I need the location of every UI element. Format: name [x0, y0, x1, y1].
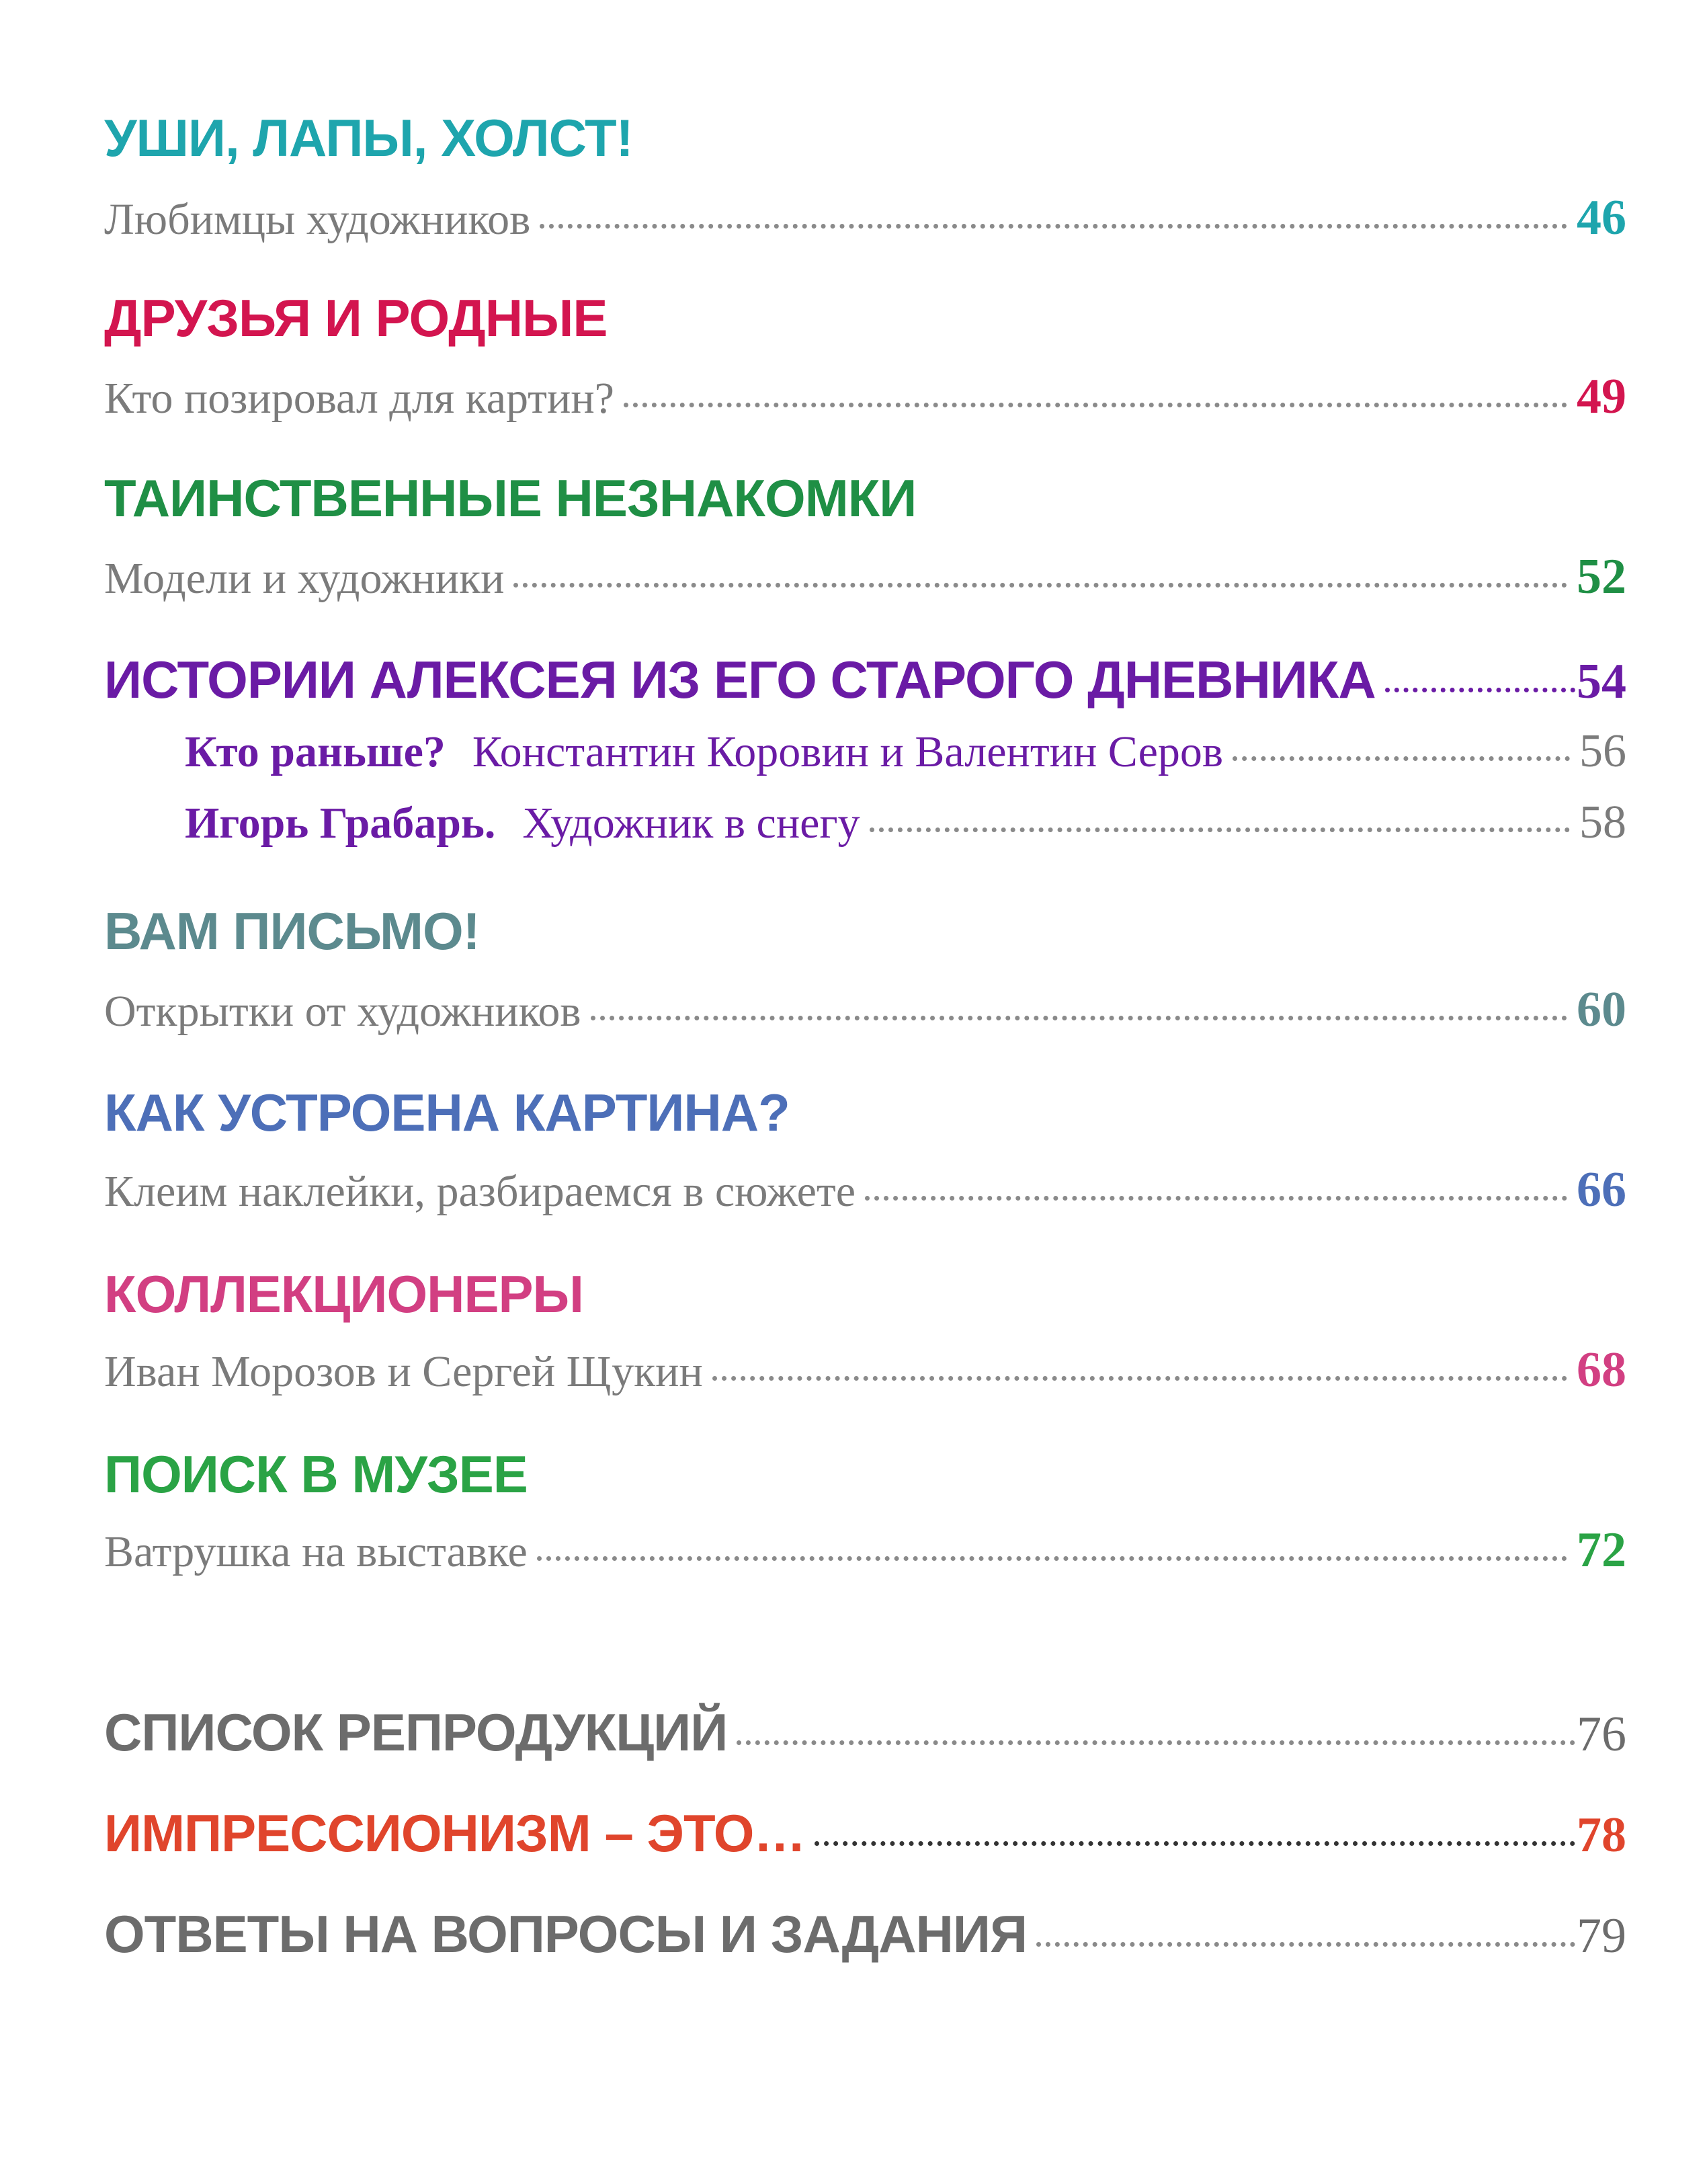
- dot-leader: [540, 224, 1567, 229]
- toc-entry-museum-search[interactable]: [104, 1522, 1626, 1579]
- dot-leader: [737, 1740, 1575, 1745]
- page-number: 60: [1577, 982, 1626, 1037]
- subentry-text: Художник в снегу: [522, 799, 860, 848]
- section-title-collectors: КОЛЛЕКЦИОНЕРЫ: [104, 1264, 583, 1324]
- toc-entry-alexey-stories[interactable]: [104, 649, 1626, 711]
- appendix-title-impressionism: ИМПРЕССИОНИЗМ – ЭТО…: [104, 1804, 806, 1863]
- dot-leader: [591, 1016, 1568, 1020]
- page-number: 79: [1577, 1908, 1626, 1964]
- section-subtitle: Модели и художники: [104, 554, 505, 603]
- toc-entry-pets[interactable]: [104, 190, 1626, 247]
- appendix-title-reproductions: СПИСОК РЕПРОДУКЦИЙ: [104, 1703, 728, 1762]
- dot-leader: [624, 403, 1567, 407]
- toc-subentry-korovin-serov[interactable]: [185, 725, 1626, 778]
- toc-entry-impressionism[interactable]: [104, 1803, 1626, 1864]
- dot-leader: [815, 1841, 1575, 1846]
- page-number: 56: [1579, 725, 1626, 777]
- dot-leader: [712, 1376, 1567, 1381]
- dot-leader: [1385, 688, 1575, 692]
- section-subtitle: Открытки от художников: [104, 987, 581, 1036]
- page-number: 66: [1577, 1162, 1626, 1217]
- section-title-pets: УШИ, ЛАПЫ, ХОЛСТ!: [104, 108, 633, 167]
- toc-entry-painting[interactable]: [104, 1162, 1626, 1219]
- section-title-letters: ВАМ ПИСЬМО!: [104, 901, 480, 961]
- toc-entry-reproductions[interactable]: [104, 1702, 1626, 1763]
- dot-leader: [513, 583, 1567, 588]
- section-subtitle: Ватрушка на выставке: [104, 1527, 528, 1576]
- dot-leader: [1036, 1942, 1575, 1947]
- page-number: 58: [1579, 797, 1626, 848]
- page-number: 78: [1577, 1808, 1626, 1863]
- page-number: 68: [1577, 1342, 1626, 1398]
- toc-entry-collectors[interactable]: [104, 1342, 1626, 1399]
- toc-entry-answers[interactable]: [104, 1904, 1626, 1965]
- section-title-painting: КАК УСТРОЕНА КАРТИНА?: [104, 1083, 790, 1142]
- dot-leader: [1233, 756, 1570, 761]
- toc-entry-friends[interactable]: [104, 368, 1626, 426]
- dot-leader: [865, 1196, 1567, 1201]
- section-subtitle: Кто позировал для картин?: [104, 374, 614, 423]
- page-number: 76: [1577, 1707, 1626, 1762]
- subentry-heading: Кто раньше?: [185, 727, 446, 776]
- toc-subentry-grabar[interactable]: [185, 796, 1626, 850]
- toc-entry-letters[interactable]: [104, 981, 1626, 1039]
- page-number: 72: [1577, 1523, 1626, 1578]
- dot-leader: [870, 827, 1570, 832]
- toc-entry-strangers[interactable]: [104, 549, 1626, 606]
- dot-leader: [537, 1556, 1567, 1561]
- section-title-alexey-stories: ИСТОРИИ АЛЕКСЕЯ ИЗ ЕГО СТАРОГО ДНЕВНИКА: [104, 650, 1376, 709]
- page-number: 54: [1577, 654, 1626, 709]
- section-title-museum-search: ПОИСК В МУЗЕЕ: [104, 1445, 528, 1504]
- page-number: 49: [1577, 369, 1626, 424]
- section-title-friends: ДРУЗЬЯ И РОДНЫЕ: [104, 288, 608, 348]
- subentry-heading: Игорь Грабарь.: [185, 799, 496, 848]
- page-number: 46: [1577, 190, 1626, 245]
- page-number: 52: [1577, 549, 1626, 604]
- section-subtitle: Клеим наклейки, разбираемся в сюжете: [104, 1167, 856, 1216]
- section-title-strangers: ТАИНСТВЕННЫЕ НЕЗНАКОМКИ: [104, 469, 917, 528]
- appendix-title-answers: ОТВЕТЫ НА ВОПРОСЫ И ЗАДАНИЯ: [104, 1904, 1028, 1964]
- section-subtitle: Любимцы художников: [104, 195, 531, 244]
- subentry-text: Константин Коровин и Валентин Серов: [472, 727, 1224, 776]
- section-subtitle: Иван Морозов и Сергей Щукин: [104, 1347, 703, 1396]
